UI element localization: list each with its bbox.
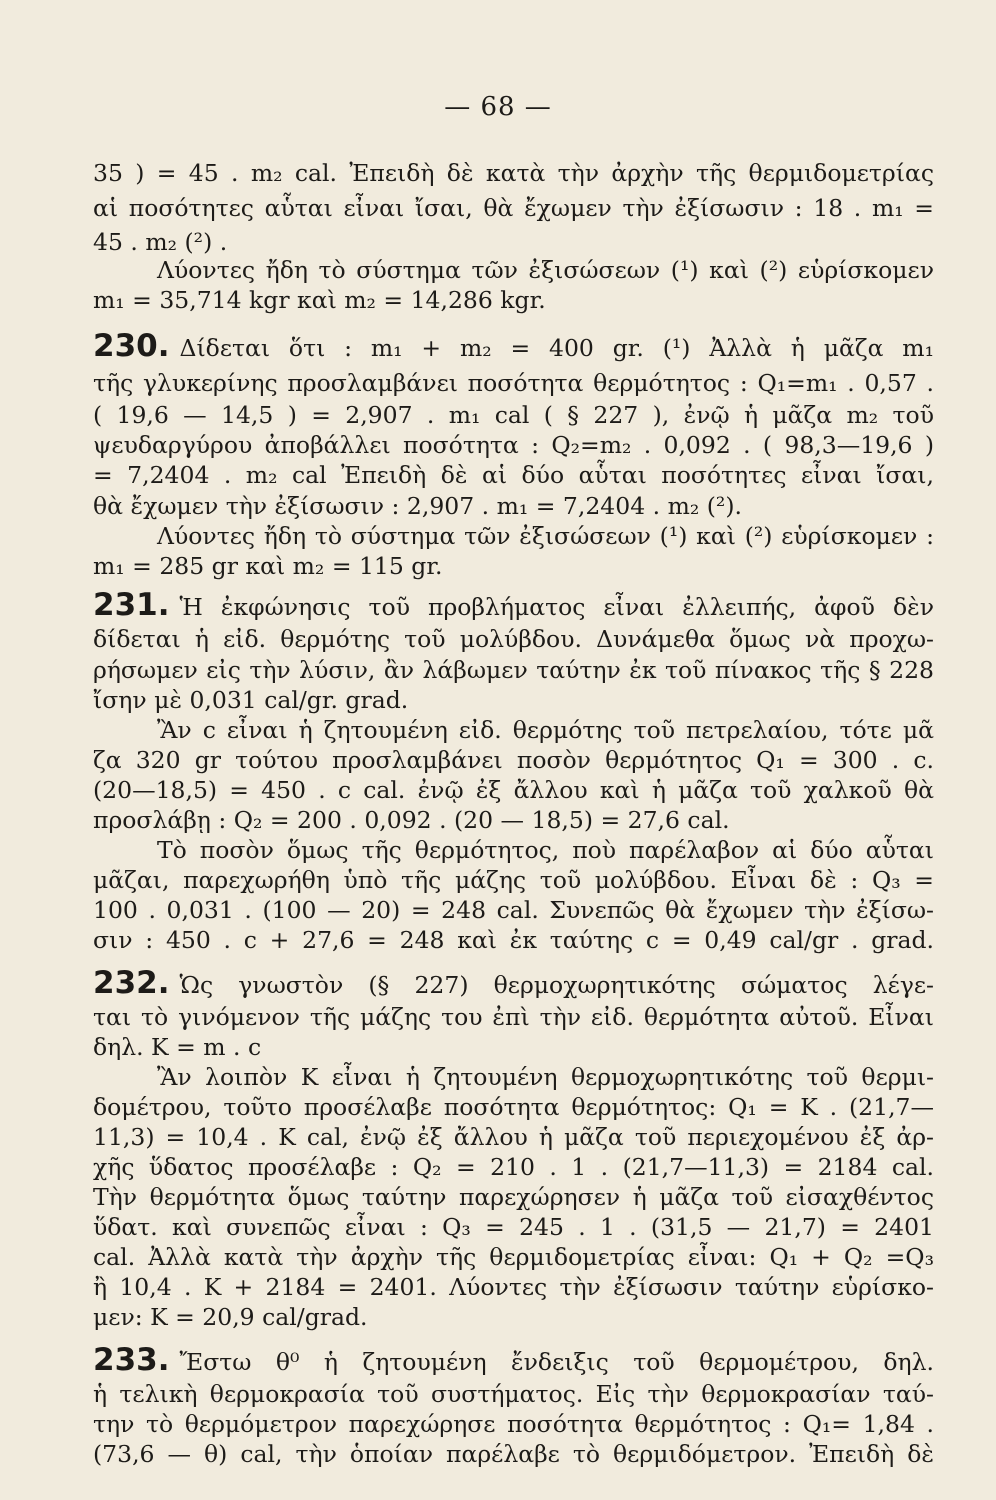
text-line: ται τὸ γινόμενον τῆς μάζης του ἐπὶ τὴν εἰδ. θερμότητα αὐτοῦ. Εἶναι xyxy=(93,1003,934,1031)
text-line: ὕδατ. καὶ συνεπῶς εἶναι : Q₃ = 245 . 1 . (31,5 — 21,7) = 2401 xyxy=(93,1213,934,1241)
text-line: 11,3) = 10,4 . K cal, ἐνῷ ἐξ ἄλλου ἡ μᾶζα τοῦ περιεχομένου ἐξ ἀρ- xyxy=(93,1123,934,1151)
text-line: 45 . m₂ (²) . xyxy=(93,228,228,256)
page-number: — 68 — xyxy=(444,92,552,122)
text-line: προσλάβῃ : Q₂ = 200 . 0,092 . (20 — 18,5) = 27,6 cal. xyxy=(93,806,730,834)
text-line: Τὸ ποσὸν ὅμως τῆς θερμότητος, ποὺ παρέλαβον αἱ δύο αὗται xyxy=(157,836,934,864)
text-line: ἢ 10,4 . K + 2184 = 2401. Λύοντες τὴν ἐξίσωσιν ταύτην εὑρίσκο- xyxy=(93,1273,934,1301)
text-line: μεν: K = 20,9 cal/grad. xyxy=(93,1303,368,1331)
text-line: ρήσωμεν εἰς τὴν λύσιν, ἂν λάβωμεν ταύτην ἐκ τοῦ πίνακος τῆς § 228 xyxy=(93,656,934,684)
section-text: Ὡς γνωστὸν (§ 227) θερμοχωρητικότης σώματος λέγε- xyxy=(179,971,934,999)
text-line: θὰ ἔχωμεν τὴν ἐξίσωσιν : 2,907 . m₁ = 7,2404 . m₂ (²). xyxy=(93,492,742,520)
text-line: m₁ = 35,714 kgr καὶ m₂ = 14,286 kgr. xyxy=(93,286,546,314)
text-line: ζα 320 gr τούτου προσλαμβάνει ποσὸν θερμότητος Q₁ = 300 . c. xyxy=(93,746,934,774)
text-line: = 7,2404 . m₂ cal Ἐπειδὴ δὲ αἱ δύο αὗται ποσότητες εἶναι ἴσαι, xyxy=(93,461,934,489)
text-line: αἱ ποσότητες αὗται εἶναι ἴσαι, θὰ ἔχωμεν τὴν ἐξίσωσιν : 18 . m₁ = xyxy=(93,194,934,222)
text-line: Λύοντες ἤδη τὸ σύστημα τῶν ἐξισώσεων (¹) καὶ (²) εὑρίσκομεν xyxy=(157,256,934,284)
section-232 xyxy=(93,965,934,1001)
text-line: 35 ) = 45 . m₂ cal. Ἐπειδὴ δὲ κατὰ τὴν ἀρχὴν τῆς θερμιδομετρίας xyxy=(93,159,934,187)
text-line: ἴσην μὲ 0,031 cal/gr. grad. xyxy=(93,686,409,714)
text-line: μᾶζαι, παρεχωρήθη ὑπὸ τῆς μάζης τοῦ μολύβδου. Εἶναι δὲ : Q₃ = xyxy=(93,866,934,894)
text-line: ἡ τελικὴ θερμοκρασία τοῦ συστήματος. Εἰς τὴν θερμοκρασίαν ταύ- xyxy=(93,1380,934,1408)
section-text: Ἔστω θ⁰ ἡ ζητουμένη ἔνδειξις τοῦ θερμομέτρου, δηλ. xyxy=(179,1348,934,1376)
text-line: (20—18,5) = 450 . c cal. ἐνῷ ἐξ ἄλλου καὶ ἡ μᾶζα τοῦ χαλκοῦ θὰ xyxy=(93,776,934,804)
section-number: 233. xyxy=(93,1342,170,1378)
section-230 xyxy=(93,328,934,364)
text-line: την τὸ θερμόμετρον παρεχώρησε ποσότητα θερμότητος : Q₁= 1,84 . xyxy=(93,1410,934,1438)
section-231 xyxy=(93,587,934,623)
text-line: (73,6 — θ) cal, τὴν ὁποίαν παρέλαβε τὸ θερμιδόμετρον. Ἐπειδὴ δὲ xyxy=(93,1440,934,1468)
text-line: m₁ = 285 gr καὶ m₂ = 115 gr. xyxy=(93,552,443,580)
text-line: Ἂν c εἶναι ἡ ζητουμένη εἰδ. θερμότης τοῦ πετρελαίου, τότε μᾶ xyxy=(157,716,934,744)
text-line: χῆς ὕδατος προσέλαβε : Q₂ = 210 . 1 . (21,7—11,3) = 2184 cal. xyxy=(93,1153,934,1181)
section-number: 232. xyxy=(93,965,170,1001)
section-number: 231. xyxy=(93,587,170,623)
text-line: Τὴν θερμότητα ὅμως ταύτην παρεχώρησεν ἡ μᾶζα τοῦ εἰσαχθέντος xyxy=(93,1183,934,1211)
section-number: 230. xyxy=(93,328,170,364)
text-line: δηλ. K = m . c xyxy=(93,1033,262,1061)
text-line: Ἂν λοιπὸν K εἶναι ἡ ζητουμένη θερμοχωρητικότης τοῦ θερμι- xyxy=(157,1063,934,1091)
text-line: τῆς γλυκερίνης προσλαμβάνει ποσότητα θερμότητος : Q₁=m₁ . 0,57 . xyxy=(93,369,934,397)
text-line: δομέτρου, τοῦτο προσέλαβε ποσότητα θερμότητος: Q₁ = K . (21,7— xyxy=(93,1093,934,1121)
text-line: ( 19,6 — 14,5 ) = 2,907 . m₁ cal ( § 227 ), ἐνῷ ἡ μᾶζα m₂ τοῦ xyxy=(93,401,934,429)
text-line: σιν : 450 . c + 27,6 = 248 καὶ ἐκ ταύτης c = 0,49 cal/gr . grad. xyxy=(93,926,934,954)
text-line: Λύοντες ἤδη τὸ σύστημα τῶν ἐξισώσεων (¹) καὶ (²) εὑρίσκομεν : xyxy=(157,522,934,550)
text-line: cal. Ἀλλὰ κατὰ τὴν ἀρχὴν τῆς θερμιδομετρίας εἶναι: Q₁ + Q₂ =Q₃ xyxy=(93,1243,934,1271)
section-text: Ἡ ἐκφώνησις τοῦ προβλήματος εἶναι ἐλλειπής, ἀφοῦ δὲν xyxy=(179,593,934,621)
text-line: δίδεται ἡ εἰδ. θερμότης τοῦ μολύβδου. Δυνάμεθα ὅμως νὰ προχω- xyxy=(93,625,934,653)
text-line: ψευδαργύρου ἀποβάλλει ποσότητα : Q₂=m₂ . 0,092 . ( 98,3—19,6 ) xyxy=(93,431,934,459)
section-text: Δίδεται ὅτι : m₁ + m₂ = 400 gr. (¹) Ἀλλὰ ἡ μᾶζα m₁ xyxy=(179,334,934,362)
section-233 xyxy=(93,1342,934,1378)
text-line: 100 . 0,031 . (100 — 20) = 248 cal. Συνεπῶς θὰ ἔχωμεν τὴν ἐξίσω- xyxy=(93,896,934,924)
